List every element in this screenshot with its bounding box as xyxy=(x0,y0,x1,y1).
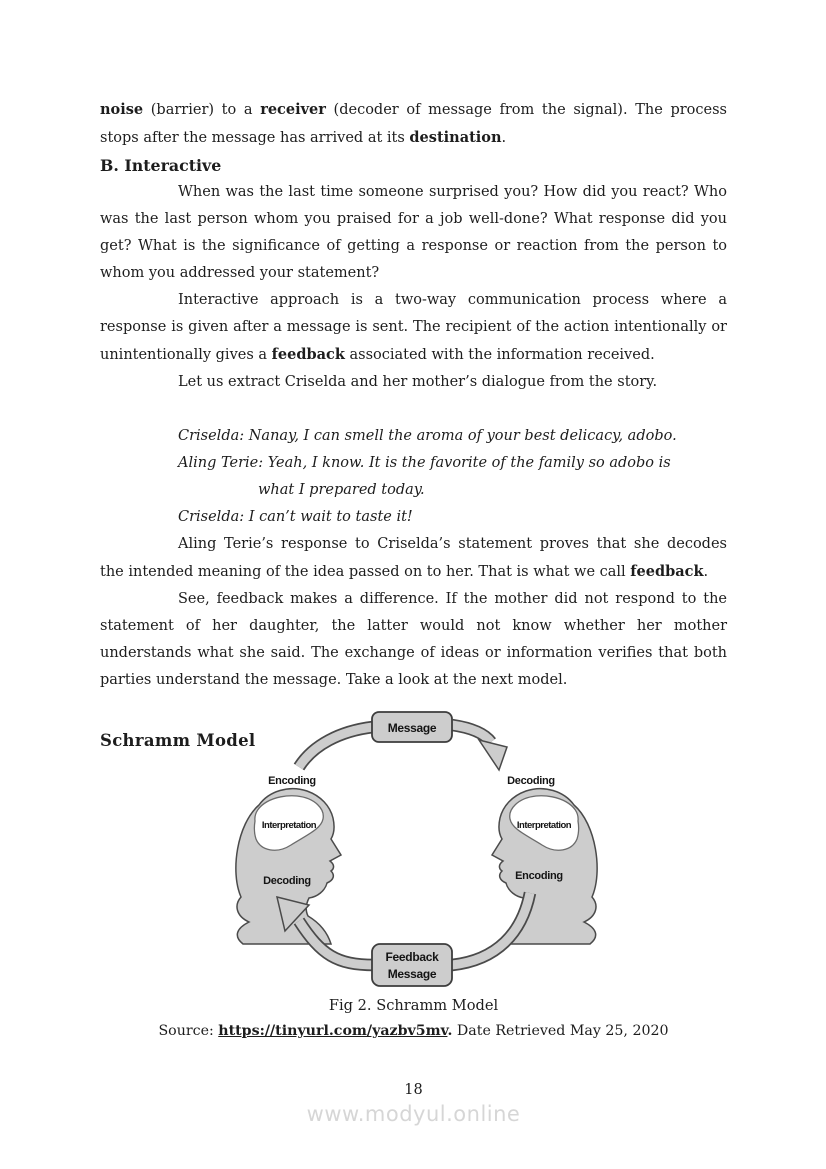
bold-term-destination: destination xyxy=(409,129,502,146)
left-decoding-label: Decoding xyxy=(263,875,311,887)
arrow-message-to-decoding-fill xyxy=(452,725,491,742)
text-segment: (decoder of message from the signal). The process stops after the message has arrived at its xyxy=(100,102,727,146)
paragraph-response-feedback xyxy=(100,531,727,586)
right-head-silhouette xyxy=(492,789,597,944)
feedback-box-line2: Message xyxy=(387,967,437,981)
figure-caption: Fig 2. Schramm Model xyxy=(328,997,499,1014)
bold-term-noise: noise xyxy=(100,101,144,118)
text-segment: Interactive approach is a two-way communication process where a response is given after a message is sent. The recipient of the action intentionally or unintentionally gives a xyxy=(100,292,727,363)
text-segment: . xyxy=(703,564,709,580)
schramm-model-heading: Schramm Model xyxy=(100,731,256,750)
source-dot: . xyxy=(447,1023,453,1039)
arrow-encoding-to-feedback-fill xyxy=(452,893,530,965)
dialogue-line-continuation: what I prepared today. xyxy=(258,482,425,498)
figure-source xyxy=(100,1019,727,1043)
text-segment: associated with the information received. xyxy=(344,347,655,363)
paragraph-questions: When was the last time someone surprised you? How did you react? Who was the last person whom you praised for a job well-done? What response did you get? What is the significance of getting a response or reaction from the person to whom you addressed your statement? xyxy=(100,184,727,281)
paragraph-noise-receiver xyxy=(100,96,727,152)
schramm-model-diagram xyxy=(225,707,615,992)
page-number: 18 xyxy=(404,1082,423,1098)
arrowhead-decoding xyxy=(479,740,507,770)
encoding-top-label: Encoding xyxy=(268,775,316,787)
source-suffix: Date Retrieved May 25, 2020 xyxy=(452,1023,669,1039)
paragraph-interactive-approach xyxy=(100,287,727,369)
paragraph-feedback-difference: See, feedback makes a difference. If the mother did not respond to the statement of her daughter, the latter would not know whether her mother understands what she said. The exchange of ideas or information verifies that both parties understand the message. Take a look at the next model. xyxy=(100,591,727,688)
bold-term-feedback: feedback xyxy=(630,563,704,580)
right-encoding-label: Encoding xyxy=(515,870,563,882)
watermark: www.modyul.online xyxy=(306,1102,521,1126)
dialogue-line-criselda-1: Criselda: Nanay, I can smell the aroma of your best delicacy, adobo. xyxy=(178,428,677,444)
source-prefix: Source: xyxy=(158,1023,219,1039)
dialogue-block xyxy=(178,423,727,531)
bold-term-feedback: feedback xyxy=(271,346,345,363)
right-interpretation-label: Interpretation xyxy=(516,820,572,831)
message-box-label: Message xyxy=(387,721,437,735)
text-segment: (barrier) to a xyxy=(143,102,261,118)
text-segment: Aling Terie’s response to Criselda’s statement proves that she decodes the intended meaning of the idea passed on to her. That is what we call xyxy=(100,536,727,580)
source-link[interactable]: https://tinyurl.com/yazbv5mv xyxy=(218,1023,448,1039)
section-heading-interactive: B. Interactive xyxy=(100,156,222,175)
paragraph-extract-dialogue: Let us extract Criselda and her mother’s dialogue from the story. xyxy=(178,374,658,390)
text-segment: . xyxy=(501,130,507,146)
dialogue-line-criselda-2: Criselda: I can’t wait to taste it! xyxy=(178,509,413,525)
decoding-top-label: Decoding xyxy=(507,775,555,787)
schramm-figure xyxy=(100,707,727,992)
dialogue-line-aling-terie: Aling Terie: Yeah, I know. It is the favorite of the family so adobo is xyxy=(178,455,671,471)
feedback-box-line1: Feedback xyxy=(385,950,439,964)
bold-term-receiver: receiver xyxy=(260,101,326,118)
left-interpretation-label: Interpretation xyxy=(261,820,317,831)
